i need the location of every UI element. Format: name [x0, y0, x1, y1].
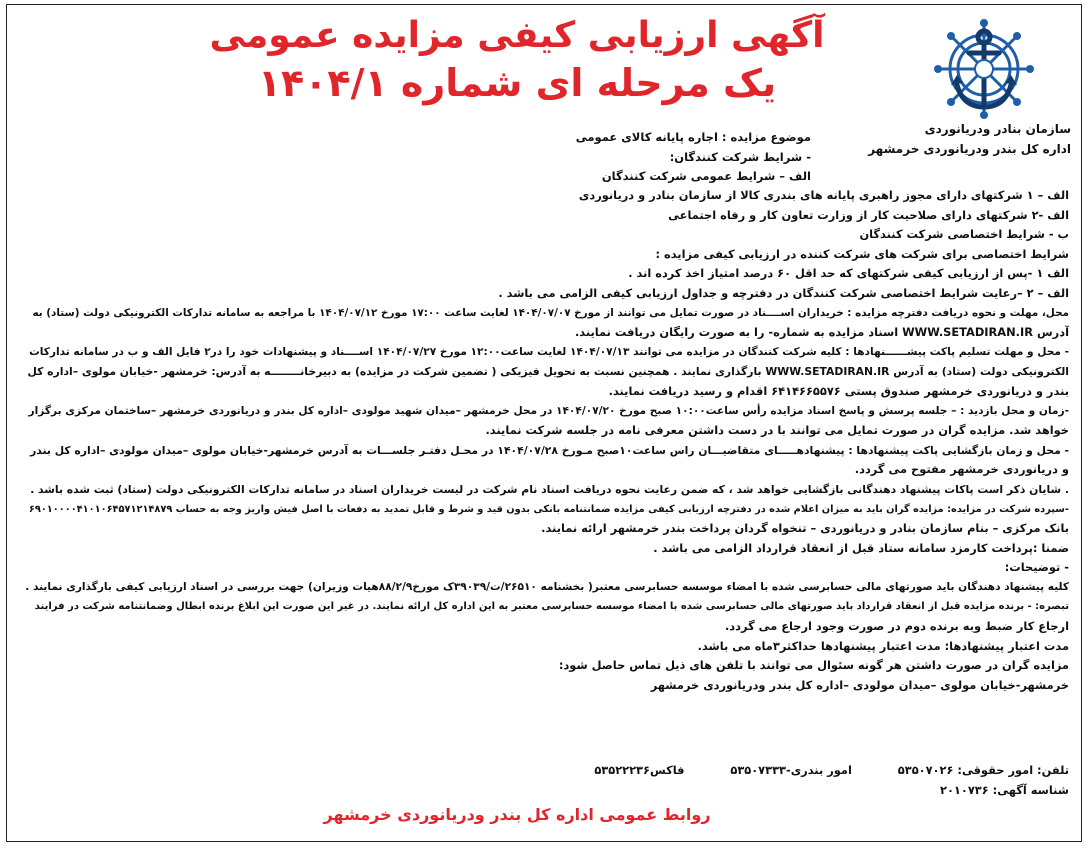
subject-block	[431, 128, 811, 187]
contact-block	[469, 761, 1069, 800]
fax-number: فاکس۵۳۵۲۲۲۳۶	[594, 763, 685, 777]
body-line: آدرس WWW.SETADIRAN.IR اسناد مزایده به شماره- را به صورت رایگان دریافت نمایند.	[574, 325, 1069, 340]
body-line: مزایده گران در صورت داشتن هر گونه سئوال می توانند با تلفن های ذیل تماس حاصل شود:	[558, 658, 1069, 673]
body-line: بانک مرکزی – بنام سازمان بنادر و دریانوردی – تنخواه گردان پرداخت بندر خرمشهر ارائه نمایند.	[541, 521, 1069, 536]
body-line: کلیه پیشنهاد دهندگان باید صورتهای مالی حسابرسی شده با امضاء موسسه حسابرسی معتبر( بخشنامه ۲۶۵۱۰/ت/۳۹۰۳۹ک مورخ۸۸/۲/۹هیات وزیران) جهت بررسی در اسناد ارزیابی کیفی بارگذاری نمایند .	[25, 580, 1069, 593]
body-line: -زمان و محل بازدید : – جلسه پرسش و پاسخ اسناد مزایده رأس ساعت۱۰:۰۰ صبح مورخ ۱۴۰۴/۰۷/۲۰ در محل خرمشهر –میدان شهید مولودی –اداره کل بندر و دریانوردی خرمشهر –ساختمان مرکزی برگزار	[28, 404, 1069, 417]
body-line: الف – ۲ –رعایت شرایط اختصاصی شرکت کنندگان در دفترچه و جداول ارزیابی کیفی الزامی می باشد .	[498, 285, 1069, 300]
subject-line: الف – شرایط عمومی شرکت کنندگان	[601, 169, 811, 183]
body-line: الف ۱ -پس از ارزیابی کیفی شرکتهای که حد اقل ۶۰ درصد امتیاز اخذ کرده اند .	[628, 266, 1069, 281]
notice-title	[157, 13, 877, 107]
notice-page	[6, 4, 1082, 842]
body-line: بندر و دریانوردی خرمشهر صندوق پستی ۶۴۱۴۶۶۵۵۷۶ اقدام و رسید دریافت نمایند.	[608, 383, 1069, 398]
port-phone: امور بندری-۵۳۵۰۷۳۳۳	[730, 763, 852, 777]
title-line-1: آگهی ارزیابی کیفی مزایده عمومی	[209, 15, 825, 56]
body-line: - توضیحات:	[1004, 560, 1069, 575]
body-line: الف – ۱ شرکتهای دارای مجوز راهبری پایانه های بندری کالا از سازمان بنادر و دریانوردی	[578, 188, 1069, 202]
organization-name: سازمان بنادر ودریانوردی	[924, 122, 1071, 136]
body-line: تبصره: - برنده مزایده قبل از انعقاد قرارداد باید صورتهای مالی حسابرسی شده با امضاء موسسه حسابرسی معتبر به این اداره کل ارائه نمایند. در غیر این صورت این ابلاغ برنده ابطال وضمانتنامه شرکت در فرایند	[34, 601, 1069, 613]
body-line: خرمشهر-خیابان مولوی –میدان مولودی –اداره کل بندر ودریانوردی خرمشهر	[650, 677, 1069, 692]
notice-body	[19, 186, 1069, 695]
body-line: الف -۲ شرکتهای دارای صلاحیت کار از وزارت تعاون کار و رفاه اجتماعی	[668, 207, 1069, 222]
anchor-wheel-icon	[919, 13, 1049, 125]
body-line: محل، مهلت و نحوه دریافت دفترچه مزایده : خریداران اســــناد در صورت تمایل می توانند از مورخ ۱۴۰۴/۰۷/۰۷ لغایت ساعت ۱۷:۰۰ مورخ ۱۴۰۴/۰۷/۱۲ با مراجعه به سامانه تدارکات الکترونیکی دولت (ستاد) به	[32, 306, 1069, 319]
body-line: شرایط اختصاصی برای شرکت های شرکت کننده در ارزیابی کیفی مزایده :	[655, 246, 1069, 261]
subject-line: - شرایط شرکت کنندگان:	[669, 149, 811, 164]
notice-id: شناسه آگهی: ۲۰۱۰۷۳۶	[940, 782, 1069, 797]
subject-line: موضوع مزایده : اجاره پایانه کالای عمومی	[575, 130, 811, 144]
phone-row	[469, 761, 1069, 781]
footer-public-relations: روابط عمومی اداره کل بندر ودریانوردی خرمشهر	[323, 805, 711, 824]
body-line: الکترونیکی دولت (ستاد) به آدرس WWW.SETADIRAN.IR بارگذاری نمایند . همچنین نسبت به تحویل فیزیکی ( تضمین شرکت در مزایده) به دبیرخانــــــــه به آدرس: خرمشهر -خیابان مولوی –اداره کل	[27, 365, 1069, 379]
legal-phone: تلفن: امور حقوقی: ۵۳۵۰۷۰۲۶	[897, 763, 1069, 777]
title-line-2: یک مرحله ای شماره ۱۴۰۴/۱	[257, 61, 777, 105]
body-line: -سپرده شرکت در مزایده: مزایده گران باید به میزان اعلام شده در دفترچه ارزیابی کیفی مزایده ضمانتنامه بانکی بدون قید و شرط و قابل تمدید به دفعات با اصل فیش واریز وجه به حساب ۶۹۰۱۰۰۰۰۴۱۰۱۰۶۴۵۷۱۲۱۴۸۷۹	[28, 503, 1069, 515]
body-line: - محل و زمان بازگشایی پاکت پیشنهادها : پیشنهادهـــــای متقاضیـــان راس ساعت۱۰صبح مـورخ ۱۴۰۴/۰۷/۲۸ در محـل دفتـر جلســـات به آدرس خرمشهر-خیابان مولوی –میدان مولودی –اداره کل بندر	[30, 443, 1069, 457]
body-line: ضمنا :پرداخت کارمزد سامانه ستاد قبل از انعقاد قرارداد الزامی می باشد .	[653, 540, 1069, 555]
body-line: خواهد شد. مزایده گران در صورت تمایل می توانند با در دست داشتن معرفی نامه در جلسه شرکت نمایند.	[485, 423, 1069, 438]
body-line: - محل و مهلت تسلیم پاکت پیشــــــنهادها : کلیه شرکت کنندگان در مزایده می توانند ۱۴۰۴/۰۷/۱۳ لغایت ساعت۱۲:۰۰ مورخ ۱۴۰۴/۰۷/۲۷ اســــناد و پیشنهادات خود را در۲ فایل الف و ب در سامانه تدارکات	[29, 345, 1069, 358]
body-line: و دریانوردی خرمشهر مفتوح می گردد.	[854, 462, 1069, 477]
organization-department: اداره کل بندر ودریانوردی خرمشهر	[868, 142, 1071, 156]
ports-organization-logo	[919, 13, 1049, 125]
body-line: . شایان ذکر است پاکات پیشنهاد دهندگانی بازگشایی خواهد شد ، که ضمن رعایت نحوه دریافت اسناد نام شرکت در لیست خریداران اسناد در سامانه تدارکات الکترونیکی دولت (ستاد) ثبت شده باشد .	[30, 482, 1069, 496]
body-line: مدت اعتبار پیشنهادها: مدت اعتبار پیشنهادها حداکثر۳ماه می باشد.	[697, 638, 1069, 653]
organization-block	[851, 119, 1071, 159]
body-line: ارجاع کار ضبط وبه برنده دوم در صورت وجود ارجاع می گردد.	[724, 619, 1069, 634]
body-line: ب - شرایط اختصاصی شرکت کنندگان	[859, 227, 1069, 242]
